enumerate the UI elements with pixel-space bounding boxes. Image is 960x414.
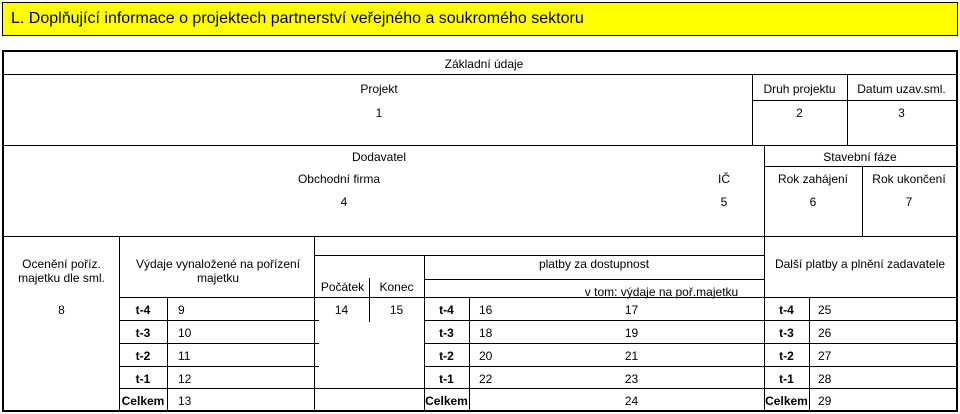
divider: [4, 145, 956, 146]
ico-header: IČ: [718, 172, 730, 186]
divider: [119, 388, 956, 389]
construction-phase-header: Stavební fáze: [823, 150, 897, 164]
divider: [119, 366, 319, 367]
contract-date-header: Datum uzav.sml.: [857, 82, 946, 96]
row-label: t-2: [439, 349, 454, 363]
availability-value: 20: [479, 349, 493, 363]
form-table: [2, 50, 958, 412]
other-value: 27: [818, 349, 832, 363]
start-header: Počátek: [320, 280, 365, 294]
row-label: t-4: [779, 303, 794, 317]
ico-value: 5: [720, 195, 728, 209]
project-value: 1: [375, 106, 383, 120]
divider: [424, 320, 956, 321]
row-label: t-2: [135, 349, 151, 363]
row-label: t-2: [779, 349, 794, 363]
row-label: t-4: [439, 303, 454, 317]
expense-total: 13: [178, 394, 192, 408]
availability-value: 22: [479, 372, 493, 386]
other-payments-header: Další platby a plnění zadavatele: [774, 257, 946, 271]
expenses-header: Výdaje vynaložené na pořízení majetku: [135, 257, 301, 285]
expense-value: 10: [178, 326, 192, 340]
divider: [752, 100, 956, 101]
total-label: Celkem: [425, 394, 468, 408]
valuation-header: Ocenění poříz. majetku dle sml.: [18, 257, 105, 285]
divider: [424, 279, 764, 280]
availability-value: 16: [479, 303, 493, 317]
start-value: 14: [334, 303, 349, 317]
other-value: 28: [818, 372, 832, 386]
start-year-header: Rok zahájení: [777, 172, 849, 186]
other-total: 29: [818, 394, 832, 408]
row-label: t-1: [135, 372, 151, 386]
divider: [809, 297, 810, 412]
start-year-value: 6: [809, 195, 817, 209]
of-which-header: v tom: výdaje na poř.majetku: [584, 285, 739, 299]
divider: [119, 320, 319, 321]
of-which-value: 23: [624, 372, 639, 386]
end-year-value: 7: [905, 195, 913, 209]
divider: [469, 297, 470, 412]
project-type-value: 2: [796, 106, 803, 120]
divider: [119, 297, 956, 298]
expense-value: 12: [178, 372, 192, 386]
total-label: Celkem: [121, 394, 165, 408]
end-value: 15: [389, 303, 404, 317]
divider: [314, 236, 315, 412]
of-which-value: 17: [624, 303, 639, 317]
row-label: t-4: [135, 303, 151, 317]
of-which-value: 21: [624, 349, 639, 363]
of-which-total: 24: [624, 394, 639, 408]
other-value: 25: [818, 303, 832, 317]
business-name-value: 4: [340, 195, 348, 209]
other-value: 26: [818, 326, 832, 340]
row-label: t-3: [779, 326, 794, 340]
availability-value: 18: [479, 326, 493, 340]
divider: [4, 74, 956, 75]
of-which-value: 19: [624, 326, 639, 340]
availability-header: platby za dostupnost: [538, 257, 650, 271]
divider: [167, 297, 168, 412]
divider: [119, 343, 319, 344]
row-label: t-3: [135, 326, 151, 340]
row-label: t-1: [779, 372, 794, 386]
end-header: Konec: [379, 280, 414, 294]
divider: [424, 366, 956, 367]
valuation-value: 8: [58, 303, 65, 317]
divider: [424, 343, 956, 344]
row-label: t-1: [439, 372, 454, 386]
divider: [314, 255, 764, 256]
project-header: Projekt: [360, 82, 398, 96]
supplier-header: Dodavatel: [351, 150, 407, 164]
row-label: t-3: [439, 326, 454, 340]
project-type-header: Druh projektu: [763, 82, 836, 96]
divider: [4, 236, 956, 237]
basic-header: Základní údaje: [444, 57, 524, 71]
page-title: L. Doplňující informace o projektech partnerství veřejného a soukromého sektoru: [11, 10, 584, 27]
expense-value: 9: [178, 303, 185, 317]
expense-value: 11: [178, 349, 191, 363]
business-name-header: Obchodní firma: [297, 172, 381, 186]
divider: [764, 166, 956, 167]
end-year-header: Rok ukončení: [872, 172, 946, 186]
title-bar: [2, 2, 958, 36]
total-label: Celkem: [765, 394, 808, 408]
contract-date-value: 3: [898, 106, 905, 120]
